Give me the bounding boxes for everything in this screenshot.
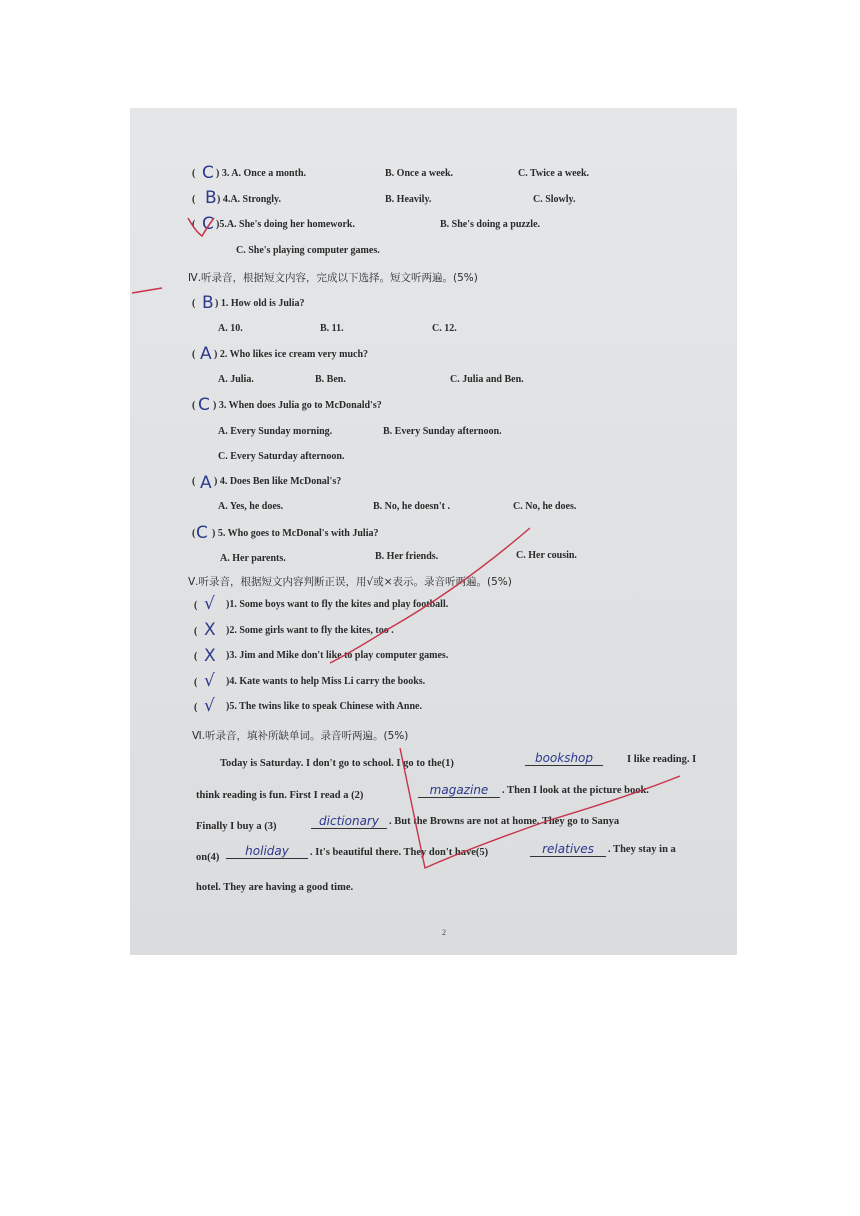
statement-text: )4. Kate wants to help Miss Li carry the books. [226, 676, 426, 687]
cloze-text: think reading is fun. First I read a (2) [196, 790, 364, 801]
paren-open: ( [192, 476, 196, 487]
option-b: B. Ben. [315, 374, 346, 385]
blank-5-answer: relatives [530, 842, 606, 857]
option-b: B. Her friends. [375, 551, 439, 562]
option-c: C. No, he does. [513, 501, 577, 512]
handwritten-answer: C [202, 163, 214, 183]
statement-text: )5. The twins like to speak Chinese with Anne. [226, 701, 422, 712]
statement-text: )2. Some girls want to fly the kites, too . [226, 625, 394, 636]
option-c: C. Twice a week. [518, 168, 590, 179]
cloze-text: hotel. They are having a good time. [196, 882, 354, 893]
handwritten-mark: √ [204, 671, 215, 691]
handwritten-mark: √ [204, 594, 215, 614]
blank-2-answer: magazine [418, 783, 500, 798]
question-text: ) 2. Who likes ice cream very much? [214, 349, 369, 360]
paren-open: ( [192, 194, 196, 205]
paren-open: ( [192, 168, 196, 179]
option-c: C. 12. [432, 323, 457, 334]
handwritten-answer: A [200, 473, 212, 493]
option-b: B. Once a week. [385, 168, 454, 179]
blank-4-answer: holiday [226, 844, 308, 859]
red-long-check [400, 748, 680, 868]
paren-open: ( [192, 219, 196, 230]
option-c: C. She's playing computer games. [236, 245, 380, 256]
statement-text: )3. Jim and Mike don't like to play computer games. [226, 650, 449, 661]
paren-open: ( [194, 702, 198, 713]
cloze-text: Today is Saturday. I don't go to school. I go to the(1) [220, 758, 454, 769]
option-b: B. No, he doesn't . [373, 501, 450, 512]
handwritten-answer: C [196, 523, 208, 543]
cloze-text: . It's beautiful there. They don't have(5) [310, 847, 489, 858]
cloze-text: Finally I buy a (3) [196, 821, 277, 832]
question-text: )5.A. She's doing her homework. [216, 219, 355, 230]
paren-open: ( [194, 677, 198, 688]
page-number: 2 [442, 928, 446, 937]
option-a: A. 10. [218, 323, 243, 334]
option-a: A. Her parents. [220, 553, 286, 564]
handwritten-answer: A [200, 344, 212, 364]
paren-open: ( [194, 651, 198, 662]
question-text: ) 1. How old is Julia? [215, 298, 305, 309]
red-margin-stroke [130, 285, 164, 297]
handwritten-answer: B [202, 293, 214, 313]
option-a: A. Yes, he does. [218, 501, 284, 512]
handwritten-mark: X [204, 620, 216, 640]
blank-1-answer: bookshop [525, 751, 603, 766]
handwritten-answer: C [198, 395, 210, 415]
option-b: B. 11. [320, 323, 344, 334]
section-5-heading: Ⅴ.听录音，根据短文内容判断正误，用√或×表示。录音听两遍。(5%) [188, 576, 512, 588]
option-b: B. Every Sunday afternoon. [383, 426, 502, 437]
option-b: B. She's doing a puzzle. [440, 219, 541, 230]
option-c: C. Slowly. [533, 194, 576, 205]
exam-sheet [130, 108, 737, 955]
handwritten-answer: B [205, 188, 217, 208]
option-c: C. Every Saturday afternoon. [218, 451, 345, 462]
section-4-heading: Ⅳ.听录音，根据短文内容，完成以下选择。短文听两遍。(5%) [188, 272, 478, 284]
statement-text: )1. Some boys want to fly the kites and play football. [226, 599, 449, 610]
cloze-text: . But the Browns are not at home. They go to Sanya [389, 816, 620, 827]
paren-open: ( [194, 626, 198, 637]
question-text: ) 3. When does Julia go to McDonald's? [213, 400, 382, 411]
paren-open: ( [192, 349, 196, 360]
option-a: A. Julia. [218, 374, 254, 385]
cloze-text: . They stay in a [608, 844, 676, 855]
option-c: C. Her cousin. [516, 550, 577, 561]
question-text: ) 3. A. Once a month. [216, 168, 306, 179]
question-text: ) 4.A. Strongly. [217, 194, 281, 205]
option-c: C. Julia and Ben. [450, 374, 524, 385]
red-check-mark [188, 218, 214, 236]
section-6-heading: Ⅵ.听录音，填补所缺单词。录音听两遍。(5%) [192, 730, 409, 742]
question-text: ) 5. Who goes to McDonal's with Julia? [212, 528, 379, 539]
cloze-text: on(4) [196, 852, 220, 863]
blank-3-answer: dictionary [311, 814, 387, 829]
paren-open: ( [194, 600, 198, 611]
cloze-text: I like reading. I [627, 754, 697, 765]
paren-open: ( [192, 400, 196, 411]
option-b: B. Heavily. [385, 194, 432, 205]
teacher-red-marks [130, 108, 737, 955]
paren-open: ( [192, 298, 196, 309]
paren-open: ( [192, 528, 196, 539]
red-diagonal-stroke [330, 528, 530, 663]
handwritten-mark: X [204, 646, 216, 666]
handwritten-mark: √ [204, 696, 215, 716]
handwritten-answer: C [202, 214, 214, 234]
cloze-text: . Then I look at the picture book. [502, 785, 649, 796]
option-a: A. Every Sunday morning. [218, 426, 333, 437]
question-text: ) 4. Does Ben like McDonal's? [214, 476, 342, 487]
